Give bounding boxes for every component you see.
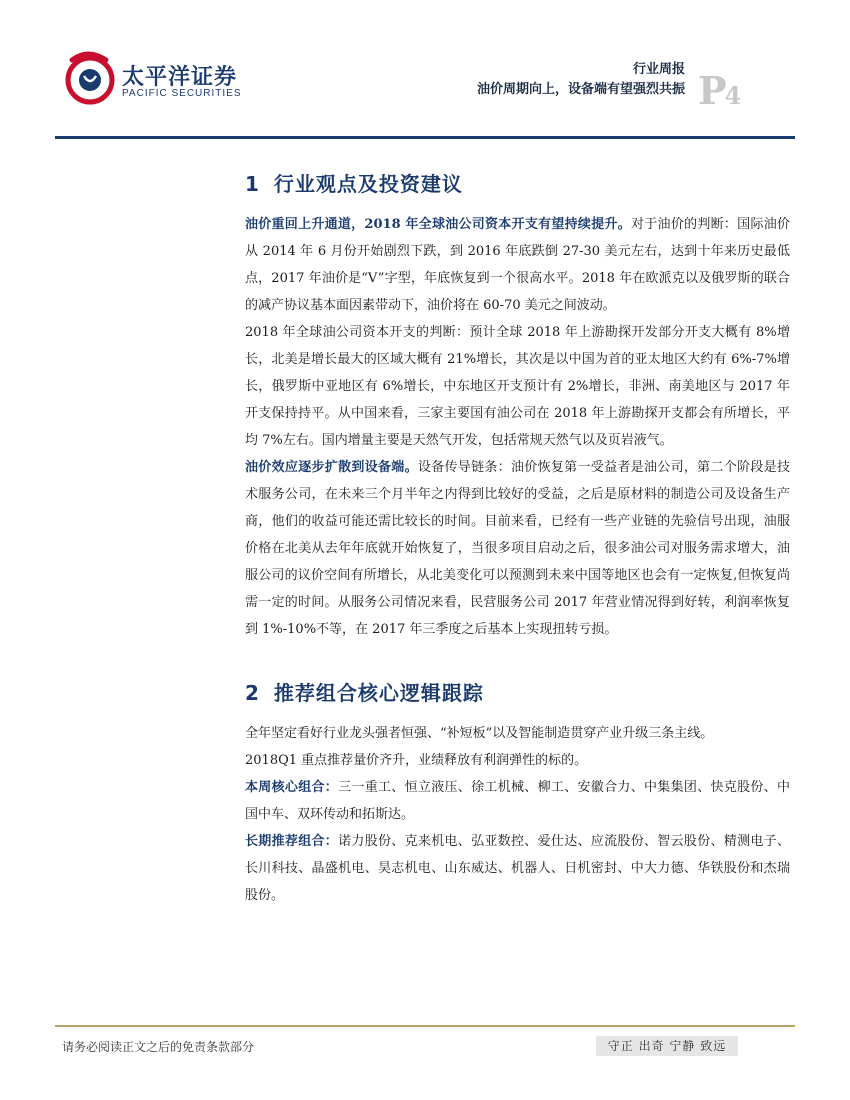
paragraph [245, 319, 790, 454]
paragraph [245, 454, 790, 643]
paragraph [245, 720, 790, 747]
footer-disclaimer: 请务必阅读正文之后的免责条款部分 [62, 1040, 255, 1054]
paragraph [245, 211, 790, 319]
page-number-value: 4 [724, 81, 740, 110]
paragraph-text: 2018 年全球油公司资本开支的判断：预计全球 2018 年上游勘探开发部分开支大概有 8%增长，北美是增长最大的区域大概有 21%增长，其次是以中国为首的亚太地区大约有 6%-7%增长，俄罗斯中亚地区有 6%增长，中东地区开支预计有 2%增长，非洲、南美地区与 2017 年开支保持持平。从中国来看，三家主要国有油公司在 2018 年上游勘探开支都会有所增长，平均 7%左右。国内增量主要是天然气开发，包括常规天然气以及页岩液气。 [245, 325, 790, 448]
paragraph-lead: 油价重回上升通道，2018 年全球油公司资本开支有望持续提升。 [245, 217, 632, 232]
paragraph-text: 全年坚定看好行业龙头强者恒强、“补短板”以及智能制造贯穿产业升级三条主线。 [245, 726, 714, 741]
page-number-prefix: P [698, 68, 725, 113]
main-content [245, 160, 790, 909]
paragraph-lead: 本周核心组合： [245, 780, 339, 795]
paragraph-text: 诺力股份、克来机电、弘亚数控、爱仕达、应流股份、智云股份、精测电子、长川科技、晶盛机电、昊志机电、山东威达、机器人、日机密封、中大力德、华铁股份和杰瑞股份。 [245, 834, 790, 903]
paragraph-text: 三一重工、恒立液压、徐工机械、柳工、安徽合力、中集集团、快克股份、中国中车、双环传动和拓斯达。 [245, 780, 790, 822]
header-divider [55, 136, 795, 139]
paragraph [245, 828, 790, 909]
paragraph-text: 设备传导链条：油价恢复第一受益者是油公司，第二个阶段是技术服务公司，在未来三个月半年之内得到比较好的受益，之后是原材料的制造公司及设备生产商，他们的收益可能还需比较长的时间。目前来看，已经有一些产业链的先验信号出现，油服价格在北美从去年年底就开始恢复了，当很多项目启动之后，很多油公司对服务需求增大，油服公司的议价空间有所增长，从北美变化可以预测到未来中国等地区也会有一定恢复,但恢复尚需一定的时间。从服务公司情况来看，民营服务公司 2017 年营业情况得到好转，利润率恢复到 1%-10%不等，在 2017 年三季度之后基本上实现扭转亏损。 [245, 460, 790, 637]
footer-divider [55, 1025, 795, 1027]
section-number: 1 [245, 172, 260, 196]
section-title: 行业观点及投资建议 [273, 172, 463, 196]
page-number [698, 68, 739, 113]
pacific-securities-logo-icon [58, 46, 118, 106]
paragraph [245, 747, 790, 774]
page-header [0, 0, 850, 140]
paragraph-text: 对于油价的判断：国际油价从 2014 年 6 月份开始剧烈下跌，到 2016 年底跌倒 27-30 美元左右，达到十年来历史最低点，2017 年油价是“V”字型，年底恢复到一个很高水平。2018 年在欧派克以及俄罗斯的联合的减产协议基本面因素带动下，油价将在 60-70 美元之间波动。 [245, 217, 790, 313]
footer-motto: 守正 出奇 宁静 致远 [596, 1036, 738, 1056]
brand-name-cn: 太平洋证券 [122, 65, 238, 90]
paragraph-lead: 油价效应逐步扩散到设备端。 [245, 460, 418, 475]
report-subtitle: 油价周期向上，设备端有望强烈共振 [476, 82, 685, 97]
paragraph [245, 774, 790, 828]
section-title: 推荐组合核心逻辑跟踪 [273, 681, 484, 705]
section-heading [245, 677, 790, 706]
brand-name-en: PACIFIC SECURITIES [122, 88, 242, 99]
report-type: 行业周报 [632, 62, 685, 77]
section-spacer [245, 643, 790, 669]
section-heading [245, 168, 790, 197]
paragraph-lead: 长期推荐组合： [245, 834, 339, 849]
paragraph-text: 2018Q1 重点推荐量价齐升，业绩释放有利润弹性的标的。 [245, 753, 588, 768]
section-number: 2 [245, 681, 260, 705]
